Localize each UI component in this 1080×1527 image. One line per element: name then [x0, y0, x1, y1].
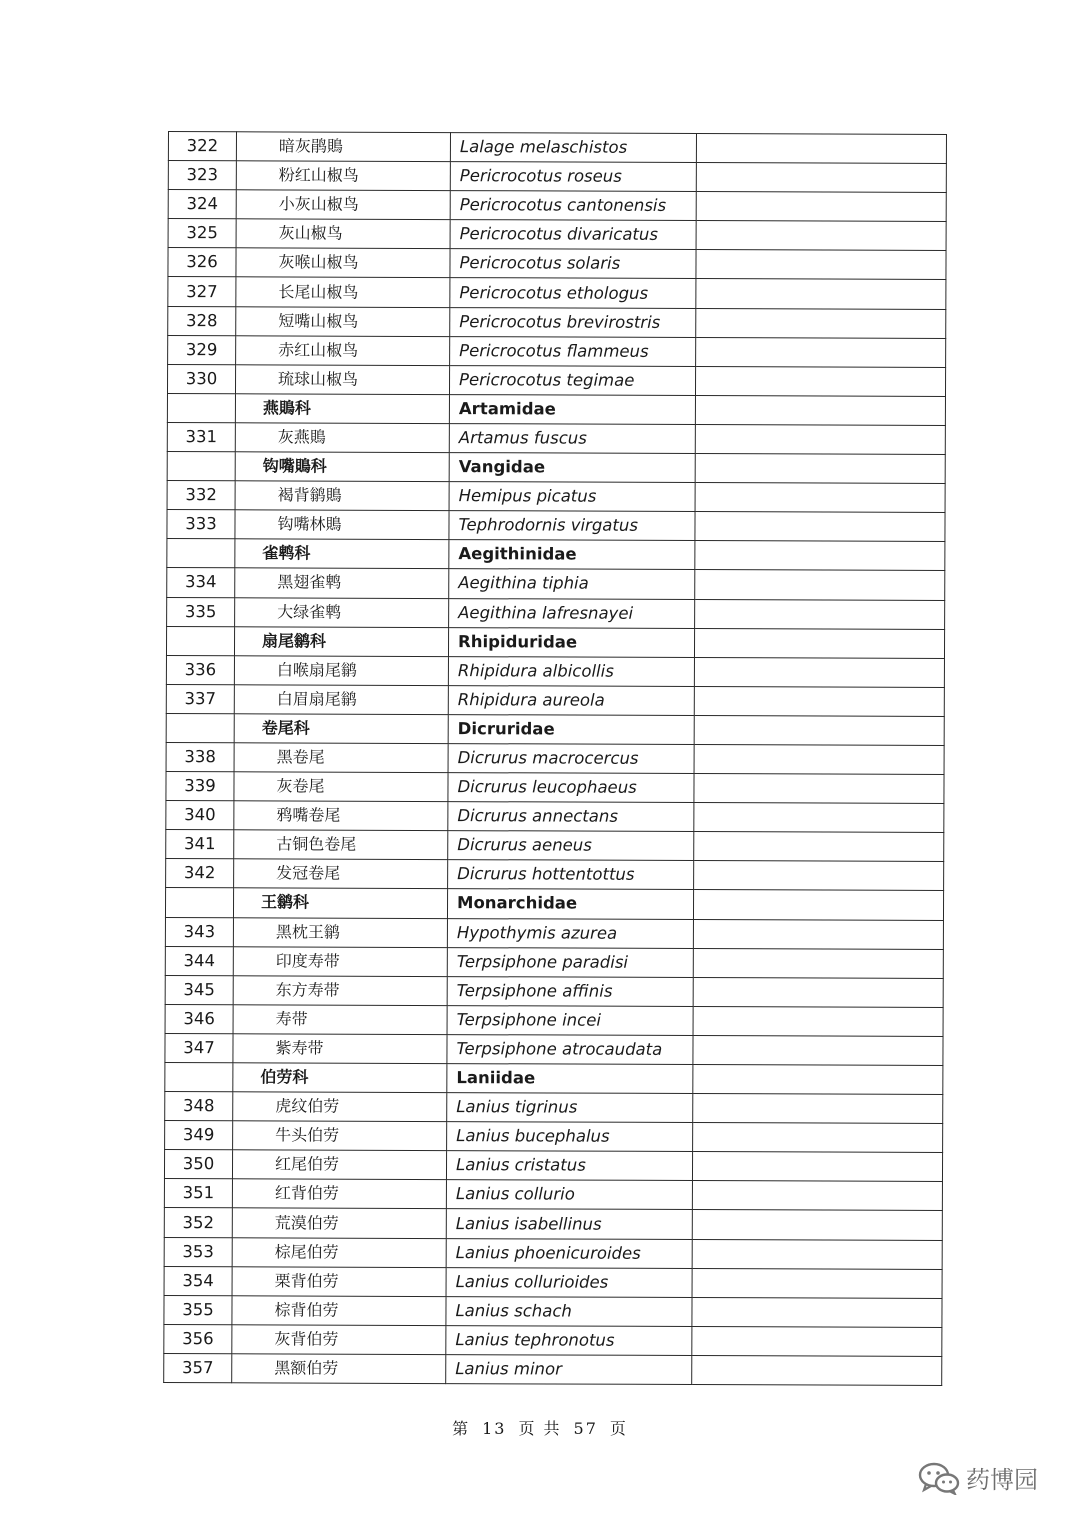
row-number: 322 — [168, 132, 236, 161]
row-number: 338 — [166, 742, 234, 771]
family-row — [167, 539, 945, 571]
chinese-name: 荒漠伯劳 — [232, 1208, 446, 1238]
remarks-cell — [696, 337, 946, 367]
chinese-name: 东方寿带 — [233, 975, 447, 1005]
remarks-cell — [693, 1094, 943, 1124]
scientific-name: Lalage melaschistos — [450, 133, 696, 163]
scientific-name: Terpsiphone atrocaudata — [447, 1034, 693, 1064]
row-number: 353 — [164, 1237, 232, 1266]
remarks-cell — [696, 250, 946, 280]
row-number — [167, 393, 235, 422]
remarks-cell — [693, 919, 943, 949]
scientific-name: Rhipidura aureola — [448, 685, 694, 715]
row-number — [167, 452, 235, 481]
row-number — [165, 888, 233, 917]
chinese-name: 黑卷尾 — [234, 743, 448, 773]
row-number: 331 — [167, 422, 235, 451]
row-number: 329 — [168, 335, 236, 364]
chinese-name: 寿带 — [233, 1005, 447, 1035]
chinese-name: 赤红山椒鸟 — [236, 335, 450, 365]
table-row — [164, 1237, 942, 1269]
chinese-name: 紫寿带 — [233, 1034, 447, 1064]
scientific-name: Pericrocotus flammeus — [450, 336, 696, 366]
scientific-name: Dicrurus annectans — [448, 802, 694, 832]
table-row — [165, 1004, 943, 1036]
row-number: 324 — [168, 190, 236, 219]
remarks-cell — [694, 744, 944, 774]
table-row — [164, 1179, 942, 1211]
chinese-name: 棕背伯劳 — [232, 1296, 446, 1326]
scientific-name: Dicrurus macrocercus — [448, 744, 694, 774]
remarks-cell — [692, 1152, 942, 1182]
remarks-cell — [696, 308, 946, 338]
species-table-sheet — [163, 131, 946, 1386]
remarks-cell — [694, 715, 944, 745]
remarks-cell — [695, 424, 945, 454]
remarks-cell — [694, 657, 944, 687]
remarks-cell — [695, 541, 945, 571]
chinese-name: 鸦嘴卷尾 — [234, 801, 448, 831]
watermark — [918, 1460, 1038, 1495]
remarks-cell — [692, 1326, 942, 1356]
remarks-cell — [695, 395, 945, 425]
scientific-name: Terpsiphone incei — [447, 1005, 693, 1035]
scientific-name: Dicrurus aeneus — [448, 831, 694, 861]
row-number — [167, 539, 235, 568]
family-row — [165, 1062, 943, 1094]
scientific-name: Dicruridae — [448, 714, 694, 744]
remarks-cell — [696, 192, 946, 222]
family-row — [165, 888, 943, 920]
scientific-name: Pericrocotus solaris — [450, 249, 696, 279]
row-number: 356 — [164, 1324, 232, 1353]
row-number: 349 — [165, 1121, 233, 1150]
chinese-name: 钩嘴鵙科 — [235, 452, 449, 482]
row-number: 346 — [165, 1004, 233, 1033]
chinese-name: 长尾山椒鸟 — [236, 277, 450, 307]
table-row — [167, 422, 945, 454]
chinese-name: 古铜色卷尾 — [234, 830, 448, 860]
chinese-name: 褐背鹟鵙 — [235, 481, 449, 511]
remarks-cell — [692, 1268, 942, 1298]
row-number: 355 — [164, 1295, 232, 1324]
table-row — [165, 1121, 943, 1153]
scientific-name: Terpsiphone affinis — [447, 976, 693, 1006]
remarks-cell — [692, 1355, 942, 1385]
chinese-name: 小灰山椒鸟 — [236, 190, 450, 220]
table-row — [165, 1033, 943, 1065]
chinese-name: 棕尾伯劳 — [232, 1237, 446, 1267]
row-number: 335 — [167, 597, 235, 626]
chinese-name: 牛头伯劳 — [233, 1121, 447, 1151]
row-number: 354 — [164, 1266, 232, 1295]
remarks-cell — [692, 1181, 942, 1211]
remarks-cell — [695, 512, 945, 542]
remarks-cell — [696, 163, 946, 193]
table-row — [167, 364, 945, 396]
row-number: 351 — [164, 1179, 232, 1208]
row-number: 357 — [164, 1353, 232, 1382]
table-row — [164, 1324, 942, 1356]
scientific-name: Dicrurus hottentottus — [448, 860, 694, 890]
remarks-cell — [694, 686, 944, 716]
remarks-cell — [695, 366, 945, 396]
table-row — [165, 946, 943, 978]
row-number — [166, 713, 234, 742]
scientific-name: Lanius collurio — [446, 1180, 692, 1210]
table-row — [166, 684, 944, 716]
chinese-name: 燕鵙科 — [235, 394, 449, 424]
remarks-cell — [694, 832, 944, 862]
chinese-name: 灰背伯劳 — [232, 1325, 446, 1355]
remarks-cell — [696, 279, 946, 309]
scientific-name: Lanius minor — [446, 1355, 692, 1385]
row-number: 347 — [165, 1033, 233, 1062]
remarks-cell — [692, 1210, 942, 1240]
chinese-name: 王鹟科 — [233, 888, 447, 918]
remarks-cell — [695, 570, 945, 600]
row-number: 342 — [166, 859, 234, 888]
wechat-icon — [918, 1461, 960, 1495]
chinese-name: 伯劳科 — [233, 1063, 447, 1093]
scientific-name: Lanius isabellinus — [446, 1209, 692, 1239]
page-suffix: 页 — [609, 1419, 628, 1438]
remarks-cell — [695, 454, 945, 484]
table-row — [164, 1295, 942, 1327]
chinese-name: 灰卷尾 — [234, 772, 448, 802]
chinese-name: 灰燕鵙 — [235, 423, 449, 453]
chinese-name: 扇尾鹟科 — [234, 626, 448, 656]
scientific-name: Lanius phoenicuroides — [446, 1238, 692, 1268]
remarks-cell — [693, 890, 943, 920]
page-prefix: 第 — [452, 1419, 471, 1438]
remarks-cell — [694, 803, 944, 833]
remarks-cell — [694, 628, 944, 658]
table-row — [166, 772, 944, 804]
scientific-name: Artamus fuscus — [449, 424, 695, 454]
scientific-name: Pericrocotus cantonensis — [450, 191, 696, 221]
table-row — [168, 248, 946, 280]
scientific-name: Lanius collurioides — [446, 1267, 692, 1297]
remarks-cell — [695, 599, 945, 629]
scientific-name: Rhipiduridae — [448, 627, 694, 657]
chinese-name: 发冠卷尾 — [234, 859, 448, 889]
table-row — [164, 1150, 942, 1182]
table-row — [167, 481, 945, 513]
chinese-name: 虎纹伯劳 — [233, 1092, 447, 1122]
row-number: 336 — [166, 655, 234, 684]
page-mid: 页 共 — [518, 1419, 562, 1438]
scientific-name: Lanius tigrinus — [447, 1093, 693, 1123]
scientific-name: Artamidae — [449, 394, 695, 424]
remarks-cell — [696, 221, 946, 251]
family-row — [166, 626, 944, 658]
chinese-name: 红尾伯劳 — [232, 1150, 446, 1180]
scientific-name: Aegithina lafresnayei — [449, 598, 695, 628]
chinese-name: 红背伯劳 — [232, 1179, 446, 1209]
scientific-name: Pericrocotus ethologus — [450, 278, 696, 308]
row-number: 325 — [168, 219, 236, 248]
remarks-cell — [694, 774, 944, 804]
row-number: 348 — [165, 1092, 233, 1121]
family-row — [167, 452, 945, 484]
row-number: 332 — [167, 481, 235, 510]
scientific-name: Aegithinidae — [449, 540, 695, 570]
table-row — [164, 1353, 942, 1385]
scientific-name: Lanius tephronotus — [446, 1325, 692, 1355]
row-number: 337 — [166, 684, 234, 713]
scientific-name: Lanius cristatus — [446, 1151, 692, 1181]
table-row — [168, 219, 946, 251]
family-row — [166, 713, 944, 745]
chinese-name: 琉球山椒鸟 — [235, 365, 449, 395]
row-number — [165, 1062, 233, 1091]
row-number: 328 — [168, 306, 236, 335]
species-table-body — [164, 132, 947, 1386]
table-row — [168, 335, 946, 367]
scientific-name: Lanius bucephalus — [447, 1122, 693, 1152]
scientific-name: Hemipus picatus — [449, 482, 695, 512]
remarks-cell — [693, 1123, 943, 1153]
family-row — [167, 393, 945, 425]
row-number: 344 — [165, 946, 233, 975]
chinese-name: 短嘴山椒鸟 — [236, 306, 450, 336]
scientific-name: Pericrocotus divaricatus — [450, 220, 696, 250]
remarks-cell — [693, 977, 943, 1007]
chinese-name: 灰山椒鸟 — [236, 219, 450, 249]
row-number: 343 — [165, 917, 233, 946]
chinese-name: 粉红山椒鸟 — [236, 161, 450, 191]
table-row — [164, 1208, 942, 1240]
scientific-name: Pericrocotus roseus — [450, 162, 696, 192]
table-row — [168, 306, 946, 338]
chinese-name: 黑枕王鹟 — [233, 917, 447, 947]
row-number — [166, 626, 234, 655]
table-row — [166, 859, 944, 891]
row-number: 341 — [166, 830, 234, 859]
table-row — [167, 510, 945, 542]
scientific-name: Pericrocotus tegimae — [449, 365, 695, 395]
remarks-cell — [693, 1065, 943, 1095]
chinese-name: 卷尾科 — [234, 714, 448, 744]
chinese-name: 白喉扇尾鹟 — [234, 655, 448, 685]
chinese-name: 黑翅雀鹎 — [235, 568, 449, 598]
row-number: 333 — [167, 510, 235, 539]
page-number: 13 — [482, 1419, 507, 1438]
scientific-name: Lanius schach — [446, 1296, 692, 1326]
remarks-cell — [694, 861, 944, 891]
chinese-name: 黑额伯劳 — [232, 1354, 446, 1384]
table-row — [167, 597, 945, 629]
page-footer — [0, 1416, 1080, 1439]
row-number: 330 — [167, 364, 235, 393]
row-number: 326 — [168, 248, 236, 277]
scientific-name: Terpsiphone paradisi — [447, 947, 693, 977]
row-number: 339 — [166, 772, 234, 801]
chinese-name: 暗灰鹃鵙 — [236, 132, 450, 162]
remarks-cell — [696, 134, 946, 164]
row-number: 327 — [168, 277, 236, 306]
row-number: 340 — [166, 801, 234, 830]
chinese-name: 白眉扇尾鹟 — [234, 685, 448, 715]
remarks-cell — [692, 1239, 942, 1269]
chinese-name: 印度寿带 — [233, 946, 447, 976]
row-number: 323 — [168, 161, 236, 190]
scientific-name: Pericrocotus brevirostris — [450, 307, 696, 337]
scientific-name: Vangidae — [449, 453, 695, 483]
row-number: 334 — [167, 568, 235, 597]
row-number: 345 — [165, 975, 233, 1004]
scientific-name: Tephrodornis virgatus — [449, 511, 695, 541]
table-row — [167, 568, 945, 600]
watermark-text: 药博园 — [966, 1466, 1038, 1494]
table-row — [165, 975, 943, 1007]
table-row — [165, 917, 943, 949]
scientific-name: Rhipidura albicollis — [448, 656, 694, 686]
remarks-cell — [693, 1006, 943, 1036]
scientific-name: Hypothymis azurea — [447, 918, 693, 948]
row-number: 352 — [164, 1208, 232, 1237]
table-row — [166, 742, 944, 774]
remarks-cell — [695, 483, 945, 513]
species-table — [163, 131, 947, 1386]
chinese-name: 灰喉山椒鸟 — [236, 248, 450, 278]
chinese-name: 雀鹎科 — [235, 539, 449, 569]
table-row — [168, 132, 946, 164]
table-row — [168, 277, 946, 309]
total-pages: 57 — [573, 1419, 598, 1438]
table-row — [164, 1266, 942, 1298]
scientific-name: Monarchidae — [447, 889, 693, 919]
chinese-name: 大绿雀鹎 — [235, 597, 449, 627]
chinese-name: 栗背伯劳 — [232, 1266, 446, 1296]
table-row — [165, 1092, 943, 1124]
table-row — [168, 190, 946, 222]
remarks-cell — [693, 948, 943, 978]
chinese-name: 钩嘴林鵙 — [235, 510, 449, 540]
scientific-name: Dicrurus leucophaeus — [448, 773, 694, 803]
remarks-cell — [692, 1297, 942, 1327]
remarks-cell — [693, 1035, 943, 1065]
table-row — [168, 161, 946, 193]
row-number: 350 — [164, 1150, 232, 1179]
table-row — [166, 830, 944, 862]
scientific-name: Laniidae — [447, 1064, 693, 1094]
table-row — [166, 655, 944, 687]
scientific-name: Aegithina tiphia — [449, 569, 695, 599]
table-row — [166, 801, 944, 833]
